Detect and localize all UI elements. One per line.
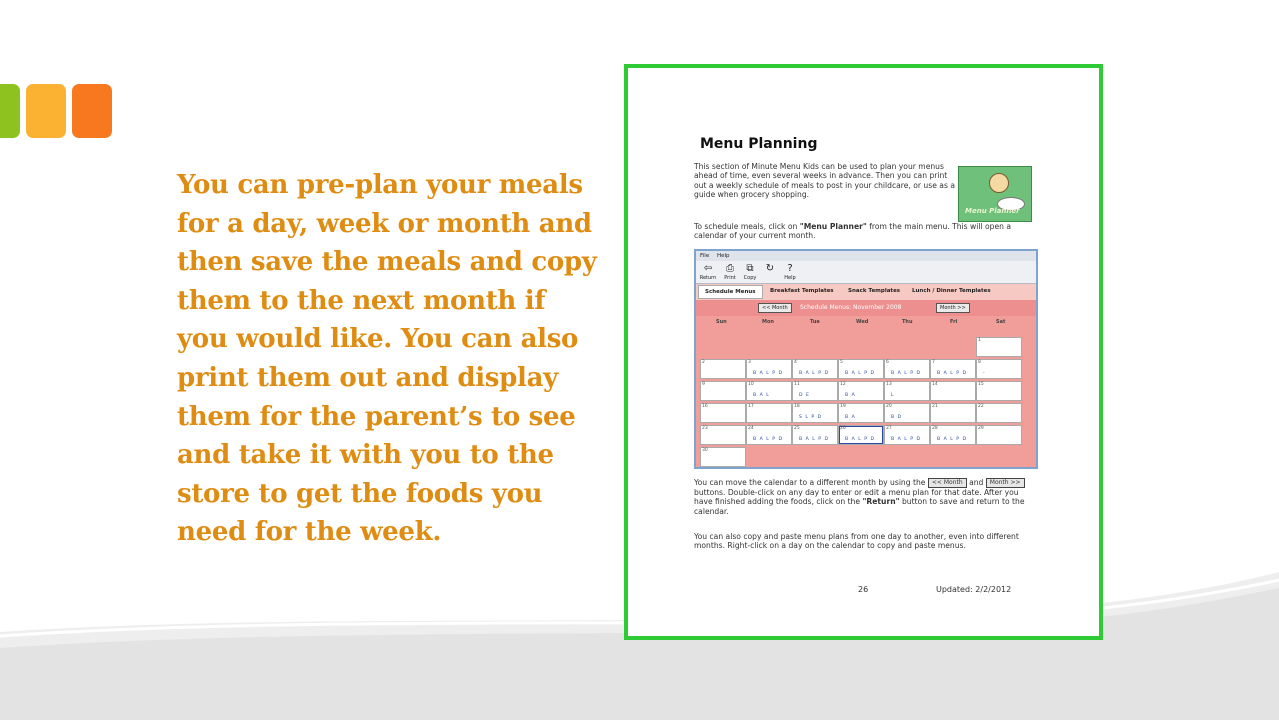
day-number: 26 xyxy=(840,426,846,431)
tab-lunch-dinner-templates[interactable]: Lunch / Dinner Templates xyxy=(912,288,991,294)
day-number: 30 xyxy=(702,448,708,453)
day-number: 6 xyxy=(886,360,889,365)
document-screenshot-frame xyxy=(624,64,1103,640)
day-mon: Mon xyxy=(762,319,774,325)
day-thu: Thu xyxy=(902,319,913,325)
day-number: 14 xyxy=(932,382,938,387)
menu-file[interactable]: File xyxy=(700,253,710,259)
accent-tile-yellow xyxy=(26,84,66,138)
help-icon: ? xyxy=(787,263,793,274)
day-number: 19 xyxy=(840,404,846,409)
day-number: 20 xyxy=(886,404,892,409)
calendar-day-13[interactable] xyxy=(884,381,930,401)
day-number: 27 xyxy=(886,426,892,431)
calendar-day-30[interactable] xyxy=(700,447,746,467)
day-fri: Fri xyxy=(950,319,958,325)
para3-a: You can move the calendar to a different month by using the xyxy=(694,478,926,487)
calendar-day-7[interactable] xyxy=(930,359,976,379)
app-tabs xyxy=(696,284,1036,300)
menu-planner-window xyxy=(694,249,1038,469)
slide-body-text: You can pre-plan your meals for a day, week or month and then save the meals and copy them to the next month if you would like. You can also print them out and display them for the parent’s to see and take it with you to the store to get the foods you need for the week. xyxy=(177,170,597,548)
calendar-day-12[interactable] xyxy=(838,381,884,401)
day-number: 11 xyxy=(794,382,800,387)
calendar-day-1[interactable] xyxy=(976,337,1022,357)
calendar-day-3[interactable] xyxy=(746,359,792,379)
day-wed: Wed xyxy=(856,319,869,325)
para3-bold: "Return" xyxy=(862,497,900,507)
calendar-day-21[interactable] xyxy=(930,403,976,423)
updated-date: Updated: 2/2/2012 xyxy=(936,585,1012,594)
day-number: 29 xyxy=(978,426,984,431)
chef-face-icon xyxy=(989,173,1009,193)
meal-codes: B A xyxy=(845,415,856,420)
day-number: 16 xyxy=(702,404,708,409)
day-number: 13 xyxy=(886,382,892,387)
logo-label: Menu Planner xyxy=(965,207,1020,215)
day-number: 7 xyxy=(932,360,935,365)
meal-codes: B A L P D xyxy=(937,371,968,376)
day-number: 25 xyxy=(794,426,800,431)
calendar-day-9[interactable] xyxy=(700,381,746,401)
calendar-day-11[interactable] xyxy=(792,381,838,401)
doc-paragraph-intro: This section of Minute Menu Kids can be used to plan your menus ahead of time, even several weeks in advance. Then you can print out a weekly schedule of meals to post in your childcare, or use as a guide when grocery shopping. xyxy=(694,162,955,200)
toolbar-return-label: Return xyxy=(699,275,717,281)
calendar-day-15[interactable] xyxy=(976,381,1022,401)
calendar-day-28[interactable] xyxy=(930,425,976,445)
para2-pre: To schedule meals, click on xyxy=(694,222,800,231)
tab-breakfast-templates[interactable]: Breakfast Templates xyxy=(770,288,834,294)
paste-icon: ↻ xyxy=(765,263,775,274)
calendar-day-29[interactable] xyxy=(976,425,1022,445)
manual-page xyxy=(628,68,1099,636)
doc-paragraph-schedule xyxy=(694,222,1036,241)
day-number: 1 xyxy=(978,338,981,343)
meal-codes: L xyxy=(891,393,895,398)
month-nav xyxy=(696,300,1036,316)
printer-icon: ⎙ xyxy=(726,263,734,274)
day-number: 17 xyxy=(748,404,754,409)
toolbar-help-label: Help xyxy=(784,275,796,281)
day-sun: Sun xyxy=(716,319,727,325)
calendar-day-23[interactable] xyxy=(700,425,746,445)
day-number: 18 xyxy=(794,404,800,409)
day-number: 5 xyxy=(840,360,843,365)
day-number: 15 xyxy=(978,382,984,387)
meal-codes: B A L P D xyxy=(891,437,922,442)
calendar-day-5[interactable] xyxy=(838,359,884,379)
meal-codes: B A L P D xyxy=(937,437,968,442)
tab-schedule-menus[interactable]: Schedule Menus xyxy=(698,285,763,299)
next-month-button[interactable]: Month >> xyxy=(936,303,970,313)
day-number: 21 xyxy=(932,404,938,409)
day-number: 8 xyxy=(978,360,981,365)
calendar-day-8[interactable] xyxy=(976,359,1022,379)
accent-tile-green xyxy=(0,84,20,138)
accent-tile-orange xyxy=(72,84,112,138)
doc-paragraph-copy: You can also copy and paste menu plans from one day to another, even into different months. Right-click on a day on the calendar to copy and paste menus. xyxy=(694,532,1019,551)
calendar-day-4[interactable] xyxy=(792,359,838,379)
app-menubar xyxy=(696,251,1036,261)
meal-codes: B A L P D xyxy=(799,437,830,442)
toolbar-return-button[interactable] xyxy=(698,263,718,281)
doc-title: Menu Planning xyxy=(700,136,818,152)
calendar-day-17[interactable] xyxy=(746,403,792,423)
return-arrow-icon: ⇦ xyxy=(703,263,713,274)
meal-codes: S L P D xyxy=(799,415,823,420)
para2-post: from the main menu. This will open a calendar of your current month. xyxy=(694,222,1012,241)
meal-codes: B A L xyxy=(753,393,770,398)
para2-bold: "Menu Planner" xyxy=(799,222,867,231)
toolbar-copy-label: Copy xyxy=(743,275,757,281)
meal-codes: B A L P D xyxy=(891,371,922,376)
calendar-day-22[interactable] xyxy=(976,403,1022,423)
day-tue: Tue xyxy=(810,319,820,325)
copy-icon: ⧉ xyxy=(746,263,754,274)
calendar-day-25[interactable] xyxy=(792,425,838,445)
toolbar-print-button[interactable] xyxy=(720,263,740,281)
day-number: 9 xyxy=(702,382,705,387)
month-title: Schedule Menus: November 2008 xyxy=(800,304,902,311)
meal-codes: B A L P D xyxy=(753,371,784,376)
inline-prev-month-button: << Month xyxy=(928,478,967,488)
menu-planner-logo xyxy=(958,166,1032,222)
para3-b: and xyxy=(969,478,984,487)
day-number: 28 xyxy=(932,426,938,431)
calendar-day-19[interactable] xyxy=(838,403,884,423)
calendar-day-14[interactable] xyxy=(930,381,976,401)
tab-snack-templates[interactable]: Snack Templates xyxy=(848,288,901,294)
calendar-day-2[interactable] xyxy=(700,359,746,379)
menu-help[interactable]: Help xyxy=(716,253,730,259)
calendar-day-26[interactable] xyxy=(838,425,884,445)
meal-codes: B A L P D xyxy=(753,437,784,442)
calendar-day-16[interactable] xyxy=(700,403,746,423)
calendar-day-20[interactable] xyxy=(884,403,930,423)
toolbar-copy-button[interactable] xyxy=(740,263,760,281)
calendar-day-27[interactable] xyxy=(884,425,930,445)
meal-codes: - xyxy=(983,371,986,376)
day-number: 2 xyxy=(702,360,705,365)
meal-codes: B A L P D xyxy=(799,371,830,376)
meal-codes: B D xyxy=(891,415,903,420)
app-toolbar xyxy=(696,261,1036,284)
page-number: 26 xyxy=(858,585,869,594)
calendar-day-10[interactable] xyxy=(746,381,792,401)
weekday-header xyxy=(696,316,1036,326)
day-sat: Sat xyxy=(996,319,1006,325)
inline-next-month-button: Month >> xyxy=(986,478,1025,488)
day-number: 3 xyxy=(748,360,751,365)
day-number: 23 xyxy=(702,426,708,431)
toolbar-help-button[interactable] xyxy=(780,263,800,281)
meal-codes: B A L P D xyxy=(845,371,876,376)
day-number: 22 xyxy=(978,404,984,409)
toolbar-paste-button[interactable] xyxy=(760,263,780,275)
prev-month-button[interactable]: << Month xyxy=(758,303,792,313)
calendar-day-24[interactable] xyxy=(746,425,792,445)
day-number: 4 xyxy=(794,360,797,365)
calendar-day-18[interactable] xyxy=(792,403,838,423)
para3-d: button to save and return to the calendar. xyxy=(694,497,1025,516)
meal-codes: D E xyxy=(799,393,810,398)
doc-paragraph-navigation xyxy=(694,478,1036,516)
meal-codes: B A xyxy=(845,393,856,398)
day-number: 12 xyxy=(840,382,846,387)
meal-codes: B A L P D xyxy=(845,437,876,442)
para3-c: buttons. Double-click on any day to enter or edit a menu plan for that date. After you have finished adding the foods, click on the xyxy=(694,488,1019,507)
toolbar-print-label: Print xyxy=(724,275,736,281)
day-number: 10 xyxy=(748,382,754,387)
day-number: 24 xyxy=(748,426,754,431)
calendar-day-6[interactable] xyxy=(884,359,930,379)
